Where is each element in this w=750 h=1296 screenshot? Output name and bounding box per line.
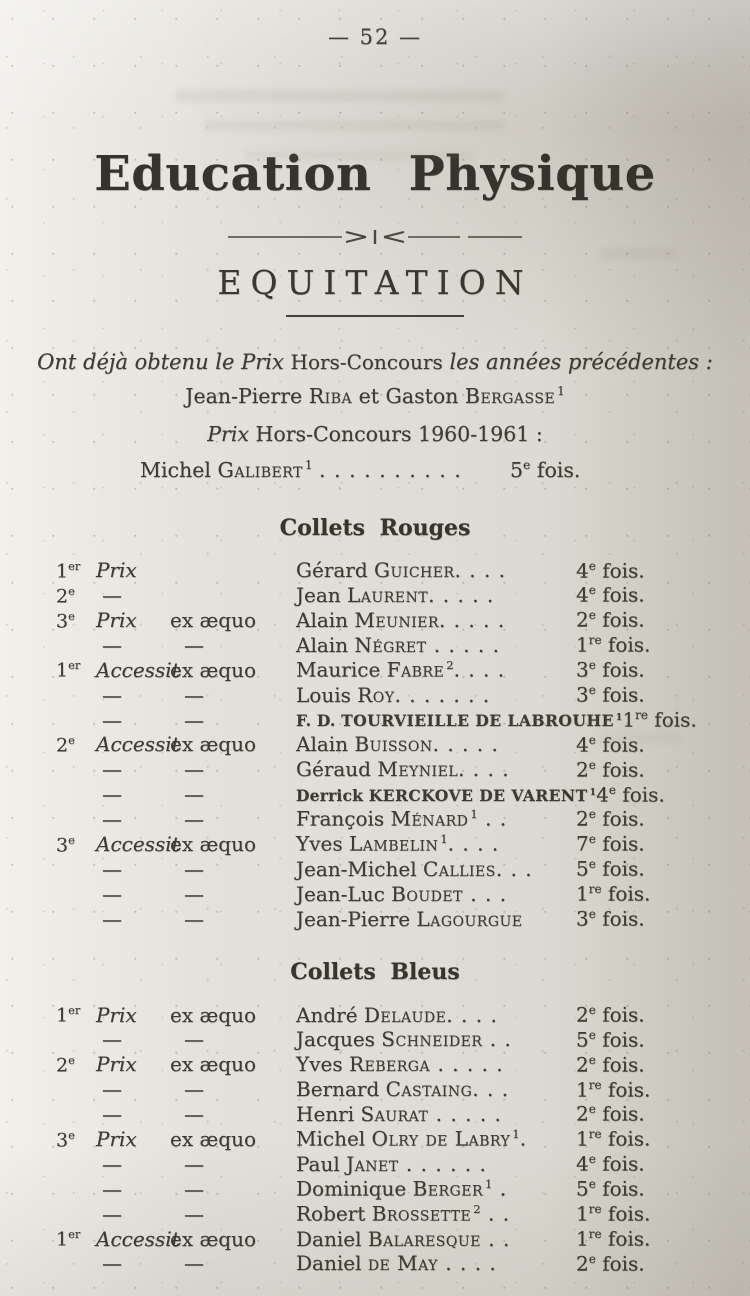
rank-cell: 2e xyxy=(56,733,75,757)
leader-dots: . . . . . xyxy=(428,583,495,608)
table-row xyxy=(56,1147,688,1176)
prize-type-cell: — xyxy=(102,1077,122,1102)
count-cell: 5e fois. xyxy=(576,1027,645,1052)
table-row xyxy=(56,1222,688,1251)
rank-cell: 1er xyxy=(56,1003,81,1027)
prize-type-cell: — xyxy=(102,1201,122,1226)
count-cell: 2e fois. xyxy=(576,1102,645,1127)
footnote-mark: 1 xyxy=(557,383,565,398)
given-name: Jean-Luc xyxy=(296,881,392,906)
table-row xyxy=(56,1197,688,1226)
name-cell xyxy=(296,882,576,907)
name-cell xyxy=(296,1003,576,1028)
count-ordinal-suffix: e xyxy=(588,1177,596,1192)
given-name: Louis xyxy=(296,682,358,707)
count-cell: 4e fois. xyxy=(576,732,645,757)
rank-ordinal-suffix: e xyxy=(68,1127,75,1142)
exaequo-cell: ex æquo xyxy=(170,831,256,856)
count-ordinal-suffix: e xyxy=(588,857,596,872)
name-cell xyxy=(296,827,576,857)
given-name: Maurice xyxy=(296,657,387,682)
prize-type-cell: Prix xyxy=(96,1052,137,1077)
given-name: Jean-Pierre xyxy=(296,906,417,931)
leader-dots: . . . . . xyxy=(428,1102,502,1127)
section-heading: Collets Bleus xyxy=(290,958,460,985)
count-cell xyxy=(510,458,662,483)
footnote-mark: 2 xyxy=(446,658,454,673)
rank-cell: 3e xyxy=(56,608,75,632)
count-cell: 1re fois. xyxy=(576,881,651,906)
surname: Callies xyxy=(422,856,496,881)
surname: Galibert xyxy=(217,457,303,482)
name-cell xyxy=(296,1197,576,1227)
given-name: F. D. xyxy=(296,711,342,731)
exaequo-cell: ex æquo xyxy=(170,1052,256,1077)
count-cell: 2e fois. xyxy=(576,607,645,632)
given-name: François xyxy=(296,807,391,832)
given-name: Alain xyxy=(296,607,355,632)
table-row xyxy=(56,703,697,732)
name-cell xyxy=(296,653,576,683)
footnote-mark: 1 xyxy=(512,1127,520,1142)
intro-italic-a: Ont déjà obtenu le Prix xyxy=(37,349,291,374)
table-row xyxy=(56,877,688,906)
table-row xyxy=(56,1247,688,1276)
sections xyxy=(0,514,750,1276)
intro-roman: Hors-Concours xyxy=(290,349,443,374)
prize-type-cell: — xyxy=(102,881,122,906)
table-row xyxy=(56,1172,688,1201)
surname: Balaresque xyxy=(367,1226,481,1251)
exaequo-cell: — xyxy=(184,782,204,807)
surname: KERCKOVE DE VARENT xyxy=(368,786,588,806)
exaequo-cell: — xyxy=(184,881,204,906)
prize-type-cell: — xyxy=(102,707,122,732)
rank-ordinal-suffix: er xyxy=(68,658,81,673)
leader-dots: . . . . xyxy=(437,1251,497,1276)
count-ordinal-suffix: e xyxy=(588,1152,596,1167)
prize-type-cell: — xyxy=(102,1102,122,1127)
rank-cell: 1er xyxy=(56,658,81,682)
count-ordinal-suffix: e xyxy=(588,757,596,772)
prix-label: Prix xyxy=(207,422,249,447)
leader-dots: . . . . . xyxy=(438,607,506,632)
prize-type-cell: Prix xyxy=(96,1126,137,1151)
count-cell: 1re fois. xyxy=(576,1077,651,1102)
count-number: 5 xyxy=(510,457,524,482)
surname: Meunier xyxy=(354,607,439,632)
leader-dots: . . . xyxy=(495,856,533,881)
exaequo-cell: — xyxy=(184,1251,204,1276)
table-row xyxy=(56,998,688,1027)
footnote-mark: 1 xyxy=(440,832,448,847)
surname: Ménard xyxy=(390,807,469,832)
intro-italic-b: les années précédentes : xyxy=(442,349,713,374)
prize-type-cell: — xyxy=(102,782,122,807)
leader-dots: . . . . xyxy=(453,657,506,682)
table-row xyxy=(56,902,688,931)
table-row xyxy=(56,728,688,757)
table-row xyxy=(56,603,688,632)
count-ordinal-suffix: e xyxy=(588,906,596,921)
leader-dots: . . xyxy=(482,1027,512,1052)
count-cell: 4e fois. xyxy=(576,558,645,583)
count-cell: 2e fois. xyxy=(576,1002,645,1027)
count-ordinal-suffix: e xyxy=(588,807,596,822)
exaequo-cell: — xyxy=(184,807,204,832)
name-cell xyxy=(296,706,622,734)
hors-concours-row xyxy=(140,458,662,483)
given-name: Daniel xyxy=(296,1251,368,1276)
surname: Berger xyxy=(412,1176,483,1201)
rank-ordinal-suffix: e xyxy=(68,832,75,847)
prize-type-cell: — xyxy=(102,1027,122,1052)
surname: Riba xyxy=(308,383,353,408)
given-name: Michel xyxy=(296,1126,372,1151)
rank-cell: 1er xyxy=(56,558,81,583)
conjunction: et xyxy=(352,383,386,408)
count-ordinal-suffix: e xyxy=(588,1052,596,1067)
showthrough-smudge xyxy=(205,120,505,131)
count-cell: 3e fois. xyxy=(576,906,645,931)
surname: Castaing xyxy=(385,1077,473,1102)
rank-cell: 2e xyxy=(56,1052,75,1077)
rank-cell: 1er xyxy=(56,1227,81,1251)
showthrough-smudge xyxy=(175,90,505,102)
exaequo-cell: ex æquo xyxy=(170,732,256,757)
name-cell xyxy=(296,1122,576,1152)
exaequo-cell: ex æquo xyxy=(170,607,256,632)
exaequo-cell: — xyxy=(184,632,204,657)
leader-dots: . . . . xyxy=(447,831,500,856)
count-cell: 1re fois. xyxy=(576,1226,651,1251)
prize-type-cell: — xyxy=(102,807,122,832)
prize-table xyxy=(56,554,697,931)
showthrough-smudge xyxy=(598,732,682,744)
footnote-mark: 2 xyxy=(473,1201,481,1216)
name-cell xyxy=(296,857,576,882)
name-cell xyxy=(140,458,510,483)
count-ordinal-suffix: e xyxy=(588,1102,596,1117)
leader-dots: . xyxy=(492,1176,508,1201)
prize-type-cell: Accessit xyxy=(96,1226,180,1251)
leader-dots: . . . xyxy=(472,1077,510,1102)
intro-sentence xyxy=(0,350,750,375)
prize-type-cell: Prix xyxy=(96,607,137,632)
table-row xyxy=(56,554,688,583)
count-ordinal-suffix: e xyxy=(588,1251,596,1266)
ornament-divider xyxy=(220,228,530,246)
given-name: Alain xyxy=(296,632,355,657)
footnote-mark: 1 xyxy=(589,788,597,799)
count-ordinal-suffix: re xyxy=(588,1226,602,1241)
table-row xyxy=(56,1073,688,1102)
exaequo-cell: — xyxy=(184,906,204,931)
leader-dots: . . . . xyxy=(458,757,510,782)
count-cell: 1re fois. xyxy=(576,1201,651,1226)
leader-dots: . . . . . . . . . . xyxy=(319,457,462,482)
count-ordinal-suffix: e xyxy=(588,1027,596,1042)
table-row xyxy=(56,1023,688,1052)
surname: Guicher xyxy=(374,558,455,583)
surname: Brossette xyxy=(371,1201,472,1226)
table-row xyxy=(56,1122,688,1151)
leader-dots: . . . . . xyxy=(430,1052,504,1077)
count-cell: 4e fois. xyxy=(576,583,645,608)
prize-type-cell: — xyxy=(102,757,122,782)
showthrough-smudge xyxy=(600,248,678,259)
leader-dots: . . . . . . xyxy=(398,1151,487,1176)
count-ordinal-suffix: e xyxy=(588,732,596,747)
exaequo-cell: — xyxy=(184,757,204,782)
exaequo-cell: — xyxy=(184,707,204,732)
count-cell: 5e fois. xyxy=(576,856,645,881)
count-cell: 4e fois. xyxy=(576,1151,645,1176)
count-ordinal-suffix: e xyxy=(588,583,596,598)
given-name: Paul xyxy=(296,1151,347,1176)
surname: Négret xyxy=(354,632,427,657)
prize-type-cell: Prix xyxy=(96,1002,137,1027)
prix-hors-concours-line xyxy=(0,422,750,447)
exaequo-cell: — xyxy=(184,1027,204,1052)
rank-cell: 3e xyxy=(56,1127,75,1151)
count-cell: 5e fois. xyxy=(576,1176,645,1201)
prize-type-cell: — xyxy=(102,856,122,881)
prize-type-cell: — xyxy=(102,583,122,608)
given-name: Derrick xyxy=(296,786,369,806)
surname: Reberga xyxy=(348,1052,431,1077)
count-cell: 2e fois. xyxy=(576,1052,645,1077)
count-ordinal-suffix: re xyxy=(588,1201,602,1216)
given-name: Jacques xyxy=(296,1027,382,1052)
given-name: Bernard xyxy=(296,1077,386,1102)
count-cell: 1re fois. xyxy=(576,1126,651,1151)
prize-type-cell: Accessit xyxy=(96,657,180,682)
surname: Saurat xyxy=(360,1102,429,1127)
count-cell: 3e fois. xyxy=(576,682,645,707)
exaequo-cell: ex æquo xyxy=(170,1226,256,1251)
page-number: — 52 — xyxy=(327,25,423,49)
given-name: Michel xyxy=(140,457,218,482)
name-cell xyxy=(296,907,576,932)
name-cell xyxy=(296,683,576,708)
surname: Olry de Labry xyxy=(371,1126,511,1151)
table-row xyxy=(56,778,688,807)
surname: Schneider xyxy=(381,1027,483,1052)
prize-type-cell: — xyxy=(102,632,122,657)
exaequo-cell: ex æquo xyxy=(170,1126,256,1151)
exaequo-cell: — xyxy=(184,1077,204,1102)
name-cell xyxy=(296,732,576,757)
count-ordinal-suffix: re xyxy=(635,707,648,722)
given-name: Robert xyxy=(296,1201,372,1226)
footnote-mark: 1 xyxy=(615,713,623,724)
count-ordinal-suffix: e xyxy=(523,458,531,473)
rank-ordinal-suffix: e xyxy=(68,608,75,623)
given-name: André xyxy=(296,1002,364,1027)
given-name: Henri xyxy=(296,1102,361,1127)
count-cell: 2e fois. xyxy=(576,807,645,832)
prize-type-cell: — xyxy=(102,1251,122,1276)
table-row xyxy=(56,802,688,832)
count-cell: 2e fois. xyxy=(576,757,645,782)
footnote-mark: 1 xyxy=(470,807,478,822)
leader-dots: . xyxy=(519,1126,528,1151)
name-cell xyxy=(296,558,576,583)
count-ordinal-suffix: e xyxy=(588,658,596,673)
leader-dots: . . xyxy=(477,807,508,832)
count-ordinal-suffix: re xyxy=(588,633,602,648)
exaequo-cell: — xyxy=(184,856,204,881)
rank-ordinal-suffix: er xyxy=(68,1227,81,1242)
surname: Roy xyxy=(357,682,395,707)
surname: Janet xyxy=(346,1151,399,1176)
table-row xyxy=(56,653,688,682)
prize-type-cell: — xyxy=(102,906,122,931)
table-row xyxy=(56,628,688,657)
leader-dots: . . . . xyxy=(454,558,507,583)
leader-dots: . . . xyxy=(462,881,508,906)
count-cell: 1re fois. xyxy=(576,632,651,657)
name-cell xyxy=(296,1227,576,1252)
prize-type-cell: — xyxy=(102,1176,122,1201)
given-name: Jean-Pierre xyxy=(185,383,309,408)
leader-dots: . . . . xyxy=(446,1002,498,1027)
given-name: Gaston xyxy=(385,383,465,408)
given-name: Gérard xyxy=(296,558,375,583)
prize-type-cell: — xyxy=(102,1151,122,1176)
rank-ordinal-suffix: e xyxy=(68,1052,75,1067)
table-row xyxy=(56,753,688,782)
count-ordinal-suffix: e xyxy=(588,558,596,573)
section-heading: Collets Rouges xyxy=(279,514,471,541)
table-row xyxy=(56,852,688,881)
leader-dots: . . xyxy=(480,1226,511,1251)
given-name: Yves xyxy=(296,1052,349,1077)
surname: TOURVIEILLE DE LABROUHE xyxy=(341,711,614,731)
count-ordinal-suffix: re xyxy=(588,1127,602,1142)
count-ordinal-suffix: re xyxy=(588,1077,602,1092)
footnote-mark: 1 xyxy=(485,1177,493,1192)
given-name: Daniel xyxy=(296,1226,368,1251)
exaequo-cell: ex æquo xyxy=(170,1002,256,1027)
table-row xyxy=(56,1048,688,1077)
exaequo-cell: — xyxy=(184,682,204,707)
leader-dots: . . . . . xyxy=(432,732,499,757)
hors-concours-year: Hors-Concours 1960-1961 : xyxy=(248,422,543,447)
count-ordinal-suffix: e xyxy=(588,832,596,847)
exaequo-cell: ex æquo xyxy=(170,657,256,682)
table-row xyxy=(56,1097,688,1127)
prize-type-cell: Accessit xyxy=(96,831,180,856)
given-name: Jean xyxy=(296,583,348,608)
name-cell xyxy=(296,1251,576,1276)
showthrough-smudge xyxy=(245,150,475,160)
rank-cell: 2e xyxy=(56,583,75,608)
name-cell xyxy=(296,757,576,782)
given-name: Yves xyxy=(296,831,349,856)
count-ordinal-suffix: e xyxy=(588,682,596,697)
count-cell: 3e fois. xyxy=(576,657,645,682)
prize-type-cell: — xyxy=(102,682,122,707)
name-cell xyxy=(296,583,576,608)
surname: Meyniel xyxy=(377,757,459,782)
table-row xyxy=(56,578,688,608)
given-name: Alain xyxy=(296,732,355,757)
surname: Buisson xyxy=(354,732,433,757)
surname: Boudet xyxy=(391,881,463,906)
table-row xyxy=(56,827,688,856)
given-name: Dominique xyxy=(296,1176,413,1201)
surname: Delaude xyxy=(363,1002,447,1027)
name-cell xyxy=(296,608,576,633)
count-ordinal-suffix: e xyxy=(588,608,596,623)
surname: Fabre xyxy=(386,657,445,682)
exaequo-cell: — xyxy=(184,1201,204,1226)
prize-table xyxy=(56,998,688,1276)
exaequo-cell: — xyxy=(184,1176,204,1201)
footnote-mark: 1 xyxy=(304,458,313,473)
prize-type-cell: Accessit xyxy=(96,732,180,757)
fois-label: fois. xyxy=(536,457,581,482)
name-cell xyxy=(296,1077,576,1102)
given-name: Jean-Michel xyxy=(296,856,423,881)
name-cell xyxy=(296,1052,576,1077)
exaequo-cell: — xyxy=(184,1102,204,1127)
leader-dots: . . xyxy=(480,1201,511,1226)
rank-ordinal-suffix: er xyxy=(68,558,81,573)
subtitle-underline xyxy=(286,315,464,317)
leader-dots: . . . . . xyxy=(426,632,500,657)
document-title: Education Physique xyxy=(94,146,656,202)
count-cell: 2e fois. xyxy=(576,1251,645,1276)
surname: Lambelin xyxy=(348,831,439,856)
count-ordinal-suffix: re xyxy=(588,882,602,897)
previous-winners-line xyxy=(0,384,750,409)
rank-ordinal-suffix: e xyxy=(68,733,75,748)
leader-dots: . . . . . . . xyxy=(394,682,491,707)
section-title-equitation: EQUITATION xyxy=(217,262,533,302)
exaequo-cell: — xyxy=(184,1151,204,1176)
count-cell: 4e fois. xyxy=(596,782,665,807)
prize-type-cell: Prix xyxy=(96,558,137,583)
surname: Lagourgue xyxy=(416,906,523,931)
given-name: Géraud xyxy=(296,757,378,782)
count-ordinal-suffix: e xyxy=(588,1002,596,1017)
surname: de May xyxy=(367,1251,438,1276)
count-ordinal-suffix: e xyxy=(608,782,616,797)
count-cell: 1re fois. xyxy=(622,707,697,732)
surname: Bergasse xyxy=(464,383,556,408)
table-row xyxy=(56,678,688,707)
rank-ordinal-suffix: er xyxy=(68,1003,81,1018)
name-cell xyxy=(296,1027,576,1052)
rank-cell: 3e xyxy=(56,832,75,856)
count-cell: 7e fois. xyxy=(576,831,645,856)
rank-ordinal-suffix: e xyxy=(68,583,75,598)
surname: Laurent xyxy=(347,583,429,608)
